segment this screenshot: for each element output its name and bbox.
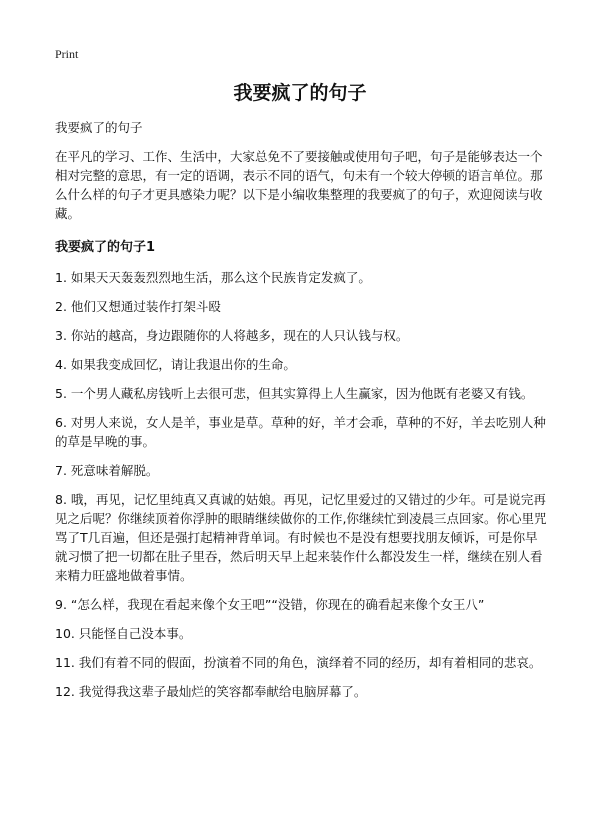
list-item: 11. 我们有着不同的假面，扮演着不同的角色，演绎着不同的经历，却有着相同的悲哀。: [55, 655, 542, 670]
article-subtitle: 我要疯了的句子: [55, 120, 143, 135]
list-item: 9. “怎么样，我现在看起来像个女王吧”“没错，你现在的确看起来像个女王八”: [55, 597, 485, 612]
list-item: 12. 我觉得我这辈子最灿烂的笑容都奉献给电脑屏幕了。: [55, 684, 367, 699]
list-item: 6. 对男人来说，女人是羊，事业是草。草种的好，羊才会乖，草种的不好，羊去吃别人种的草是早晚的事。: [55, 415, 546, 449]
list-item: 2. 他们又想通过装作打架斗殴: [55, 299, 221, 314]
list-item: 1. 如果天天轰轰烈烈地生活，那么这个民族肯定发疯了。: [55, 270, 371, 285]
page-title: 我要疯了的句子: [233, 82, 367, 104]
list-item: 7. 死意味着解脱。: [55, 463, 159, 478]
list-item: 5. 一个男人藏私房钱听上去很可悲，但其实算得上人生赢家，因为他既有老婆又有钱。: [55, 386, 534, 401]
article-body: [55, 118, 548, 711]
list-item: 10. 只能怪自己没本事。: [55, 626, 192, 641]
print-link[interactable]: Print: [55, 47, 79, 61]
list-item: 3. 你站的越高，身边跟随你的人将越多，现在的人只认钱与权。: [55, 328, 409, 343]
section-heading: 我要疯了的句子1: [55, 240, 156, 255]
list-item: 4. 如果我变成回忆，请让我退出你的生命。: [55, 357, 296, 372]
list-item: 8. 哦，再见，记忆里纯真又真诚的姑娘。再见，记忆里爱过的又错过的少年。可是说完再见之后呢？你继续顶着你浮肿的眼睛继续做你的工作,你继续忙到凌晨三点回家。你心里咒骂了T几百遍，但还是强打起精神背单词。有时候也不是没有想要找朋友倾诉，可是你早就习惯了把一切都在肚子里吞，然后明天早上起来装作什么都没发生一样，继续在别人看来精力旺盛地做着事情。: [55, 492, 547, 583]
intro-paragraph: 在平凡的学习、工作、生活中，大家总免不了要接触或使用句子吧，句子是能够表达一个相对完整的意思，有一定的语调，表示不同的语气，句未有一个较大停顿的语言单位。那么什么样的句子才更具感染力呢？以下是小编收集整理的我要疯了的句子，欢迎阅读与收藏。: [55, 149, 543, 221]
sentence-list: [55, 268, 548, 701]
